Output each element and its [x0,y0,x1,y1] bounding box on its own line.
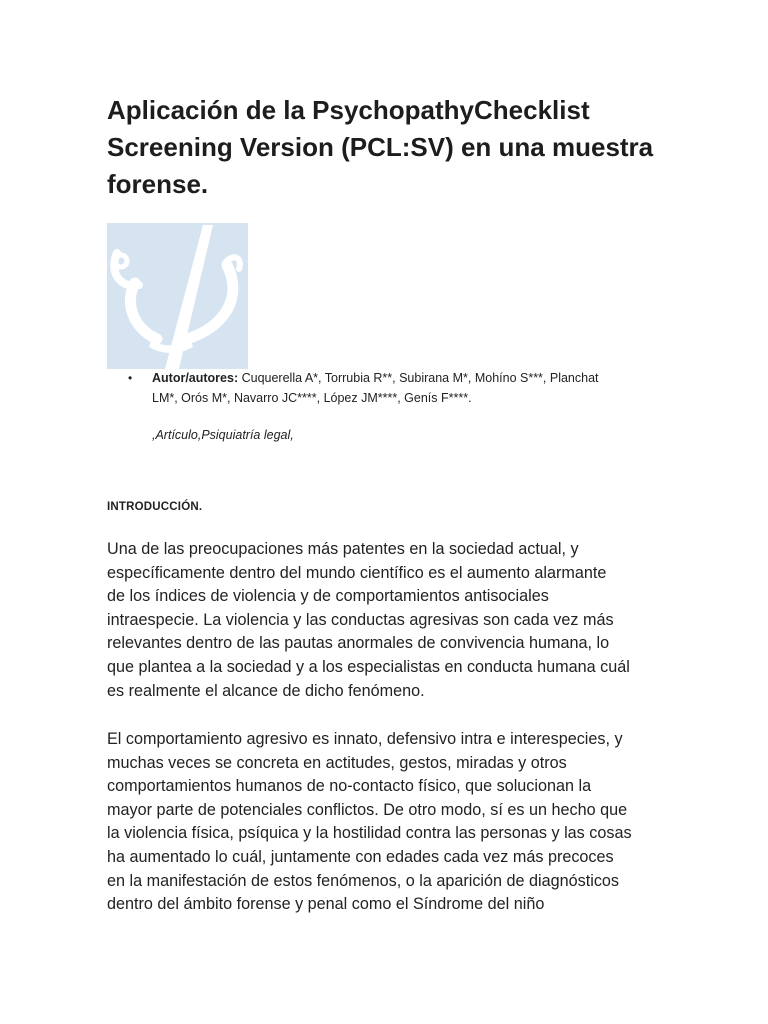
psi-logo-icon [107,223,248,369]
text-line: específicamente dentro del mundo científico es el aumento alarmante [107,563,607,582]
author-list [128,368,668,408]
text-line: ha aumentado lo cuál, juntamente con edades cada vez más precoces [107,847,614,866]
authors-names-line1: Cuquerella A*, Torrubia R**, Subirana M*, Mohíno S***, Planchat [238,371,599,385]
text-line: la violencia física, psíquica y la hostilidad contra las personas y las cosas [107,824,632,843]
text-line: en la manifestación de estos fenómenos, o la aparición de diagnósticos [107,871,620,890]
category-tags: ,Artículo,Psiquiatría legal, [152,428,294,442]
bullet-icon: • [128,371,133,385]
text-line: intraespecie. La violencia y las conductas agresivas son cada vez más [107,610,614,629]
title-line: Aplicación de la PsychopathyChecklist [107,95,590,125]
authors-label: Autor/autores: [152,371,239,385]
text-line: muchas veces se concreta en actitudes, gestos, miradas y otros [107,753,567,772]
text-line: comportamientos humanos de no-contacto físico, que solucionan la [107,777,592,796]
section-heading: INTRODUCCIÓN. [107,501,203,513]
title-line: Screening Version (PCL:SV) en una muestra [107,132,654,162]
authors-names-line2: LM*, Orós M*, Navarro JC****, López JM****, Genís F****. [152,391,472,405]
text-line: Una de las preocupaciones más patentes en la sociedad actual, y [107,540,579,558]
title-line: forense. [107,169,209,199]
text-line: es realmente el alcance de dicho fenómeno. [107,681,425,700]
list-item [128,368,668,408]
text-line: de los índices de violencia y de comportamientos antisociales [107,587,549,606]
paragraph-1 [107,538,677,703]
paragraph-2 [107,728,677,917]
page-title [107,92,687,203]
text-line: relevantes dentro de las pautas anormales de convivencia humana, lo [107,634,610,653]
text-line: El comportamiento agresivo es innato, defensivo intra e interespecies, y [107,730,623,748]
text-line: mayor parte de potenciales conflictos. De otro modo, sí es un hecho que [107,800,628,819]
text-line: que plantea a la sociedad y a los especialistas en conducta humana cuál [107,657,630,676]
text-line: dentro del ámbito forense y penal como el Síndrome del niño [107,895,545,914]
